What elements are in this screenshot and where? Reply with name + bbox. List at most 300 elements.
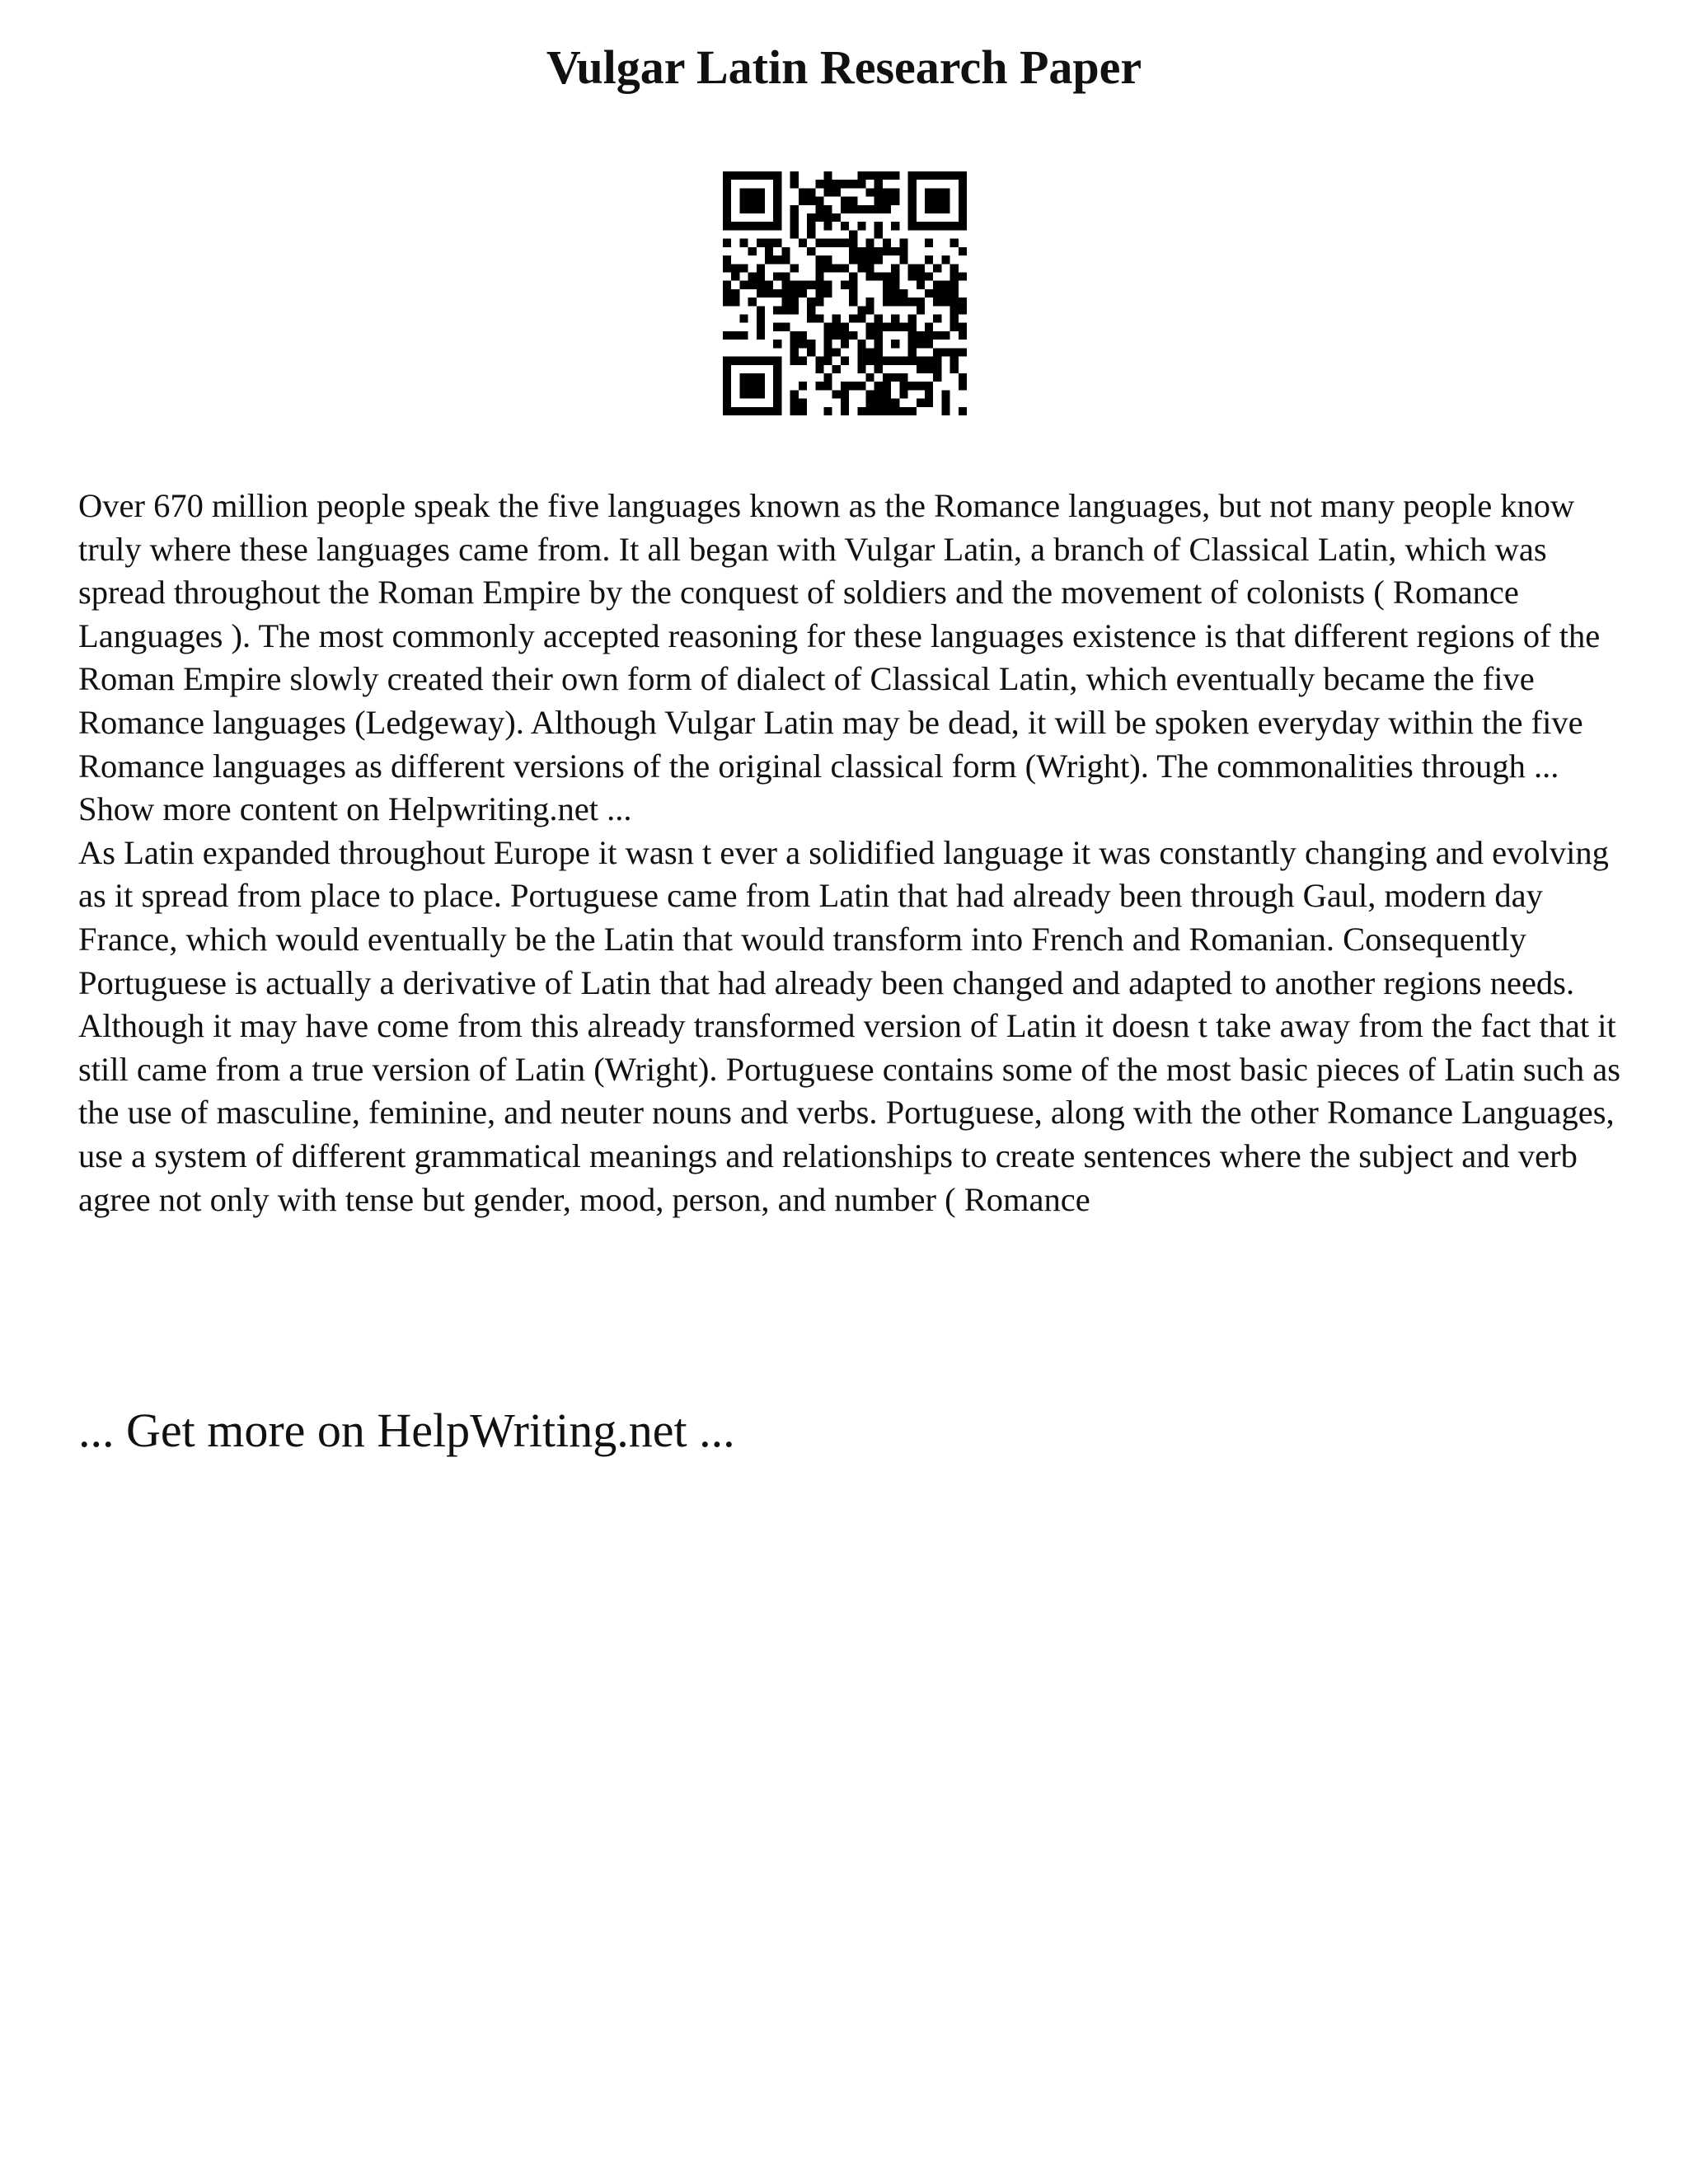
qr-module — [723, 171, 731, 180]
qr-module — [765, 222, 773, 230]
qr-module — [748, 281, 757, 289]
qr-module — [866, 188, 874, 196]
qr-module — [823, 373, 832, 382]
qr-module — [959, 197, 967, 205]
qr-module — [815, 289, 823, 298]
qr-module — [807, 281, 815, 289]
qr-module — [815, 197, 823, 205]
qr-module — [723, 239, 731, 247]
qr-module — [790, 205, 799, 213]
qr-module — [832, 264, 841, 272]
qr-module — [807, 230, 815, 238]
qr-module — [883, 197, 891, 205]
qr-module — [739, 281, 748, 289]
paragraph-1: Over 670 million people speak the five languages known as the Romance languages, but not many people know truly where these languages came from. It all began with Vulgar Latin, a branch of Classical Latin, which was spread throughout the Roman Empire by the conquest of soldiers and the movement of colonists ( Romance Languages ). The most commonly accepted reasoning for these languages existence is that different regions of the Roman Empire slowly created their own form of dialect of Classical Latin, which eventually became the five Romance languages (Ledgeway). Although Vulgar Latin may be dead, it will be spoken everyday within the five Romance languages as different versions of the original classical form (Wright). The commonalities through ... Show more content on Helpwriting.net ... — [78, 487, 1601, 828]
qr-module — [723, 197, 731, 205]
qr-module — [891, 222, 899, 230]
qr-module — [959, 306, 967, 314]
qr-module — [731, 171, 739, 180]
qr-module — [866, 171, 874, 180]
qr-module — [723, 298, 731, 306]
qr-module — [723, 255, 731, 264]
qr-module — [950, 239, 959, 247]
qr-module — [790, 399, 799, 407]
qr-module — [815, 382, 823, 390]
qr-module — [757, 171, 765, 180]
qr-module — [823, 382, 832, 390]
article-body — [78, 485, 1628, 1221]
qr-module — [757, 239, 765, 247]
qr-module — [866, 272, 874, 280]
qr-module — [841, 222, 849, 230]
qr-module — [757, 373, 765, 382]
qr-module — [959, 407, 967, 415]
qr-module — [723, 213, 731, 222]
qr-module — [757, 272, 765, 280]
qr-module — [917, 306, 925, 314]
qr-module — [959, 272, 967, 280]
qr-module — [950, 306, 959, 314]
qr-module — [757, 222, 765, 230]
qr-module — [891, 323, 899, 331]
qr-module — [874, 323, 883, 331]
qr-module — [799, 239, 807, 247]
qr-module — [874, 171, 883, 180]
qr-module — [866, 357, 874, 365]
qr-module — [815, 272, 823, 280]
qr-module — [841, 340, 849, 348]
qr-module — [765, 281, 773, 289]
qr-module — [790, 340, 799, 348]
qr-module — [908, 315, 917, 323]
qr-module — [739, 357, 748, 365]
qr-module — [773, 407, 781, 415]
qr-module — [857, 382, 865, 390]
qr-module — [739, 239, 748, 247]
qr-module — [773, 365, 781, 373]
qr-module — [925, 365, 933, 373]
qr-module — [874, 188, 883, 196]
qr-module — [933, 281, 941, 289]
qr-module — [899, 298, 907, 306]
qr-module — [866, 205, 874, 213]
qr-module — [832, 239, 841, 247]
qr-module — [832, 365, 841, 373]
qr-module — [799, 289, 807, 298]
qr-module — [959, 213, 967, 222]
qr-module — [908, 213, 917, 222]
qr-module — [823, 205, 832, 213]
qr-module — [748, 298, 757, 306]
qr-module — [815, 298, 823, 306]
qr-module — [891, 340, 899, 348]
qr-module — [799, 407, 807, 415]
qr-module — [959, 298, 967, 306]
qr-module — [823, 188, 832, 196]
qr-module — [874, 357, 883, 365]
qr-module — [849, 382, 857, 390]
qr-module — [815, 180, 823, 188]
qr-module — [883, 205, 891, 213]
qr-module — [925, 399, 933, 407]
qr-module — [807, 213, 815, 222]
qr-module — [748, 205, 757, 213]
qr-module — [874, 348, 883, 356]
qr-module — [933, 289, 941, 298]
qr-module — [815, 239, 823, 247]
qr-module — [815, 357, 823, 365]
qr-module — [883, 289, 891, 298]
qr-module — [874, 272, 883, 280]
qr-module — [874, 331, 883, 340]
qr-module — [773, 399, 781, 407]
qr-module — [874, 407, 883, 415]
qr-module — [908, 264, 917, 272]
qr-module — [731, 264, 739, 272]
qr-module — [765, 357, 773, 365]
qr-module — [959, 382, 967, 390]
qr-module — [823, 281, 832, 289]
qr-module — [866, 306, 874, 314]
qr-module — [807, 247, 815, 255]
qr-module — [849, 281, 857, 289]
qr-module — [832, 180, 841, 188]
qr-module — [841, 180, 849, 188]
qr-module — [866, 323, 874, 331]
qr-module — [925, 272, 933, 280]
qr-module — [748, 357, 757, 365]
qr-module — [941, 188, 950, 196]
qr-module — [941, 222, 950, 230]
qr-module — [891, 197, 899, 205]
qr-module — [925, 340, 933, 348]
qr-module — [857, 180, 865, 188]
qr-module — [731, 331, 739, 340]
qr-module — [739, 171, 748, 180]
qr-module — [773, 382, 781, 390]
qr-module — [832, 315, 841, 323]
qr-module — [925, 331, 933, 340]
qr-module — [723, 281, 731, 289]
qr-module — [773, 340, 781, 348]
qr-module — [790, 390, 799, 398]
qr-module — [781, 306, 790, 314]
qr-module — [841, 264, 849, 272]
qr-module — [899, 390, 907, 398]
qr-module — [950, 323, 959, 331]
qr-module — [765, 171, 773, 180]
qr-module — [790, 222, 799, 230]
qr-module — [773, 373, 781, 382]
qr-module — [908, 197, 917, 205]
qr-module — [925, 239, 933, 247]
get-more-link[interactable]: ... Get more on HelpWriting.net ... — [78, 1404, 735, 1457]
qr-module — [917, 281, 925, 289]
qr-module — [723, 390, 731, 398]
qr-module — [891, 399, 899, 407]
qr-module — [917, 382, 925, 390]
qr-module — [823, 171, 832, 180]
qr-module — [799, 340, 807, 348]
qr-module — [891, 247, 899, 255]
qr-module — [857, 365, 865, 373]
qr-module — [748, 382, 757, 390]
qr-module — [899, 373, 907, 382]
qr-module — [899, 323, 907, 331]
qr-module — [891, 171, 899, 180]
qr-module — [950, 264, 959, 272]
qr-module — [723, 331, 731, 340]
qr-module — [723, 407, 731, 415]
qr-module — [748, 390, 757, 398]
qr-module — [832, 188, 841, 196]
qr-module — [757, 306, 765, 314]
qr-module — [815, 365, 823, 373]
qr-module — [832, 213, 841, 222]
qr-module — [807, 306, 815, 314]
qr-module — [874, 230, 883, 238]
qr-module — [874, 340, 883, 348]
qr-module — [781, 289, 790, 298]
paragraph-2: As Latin expanded throughout Europe it wasn t ever a solidified language it was constantly changing and evolving as it spread from place to place. Portuguese came from Latin that had already been through Gaul, modern day France, which would eventually be the Latin that would transform into French and Romanian. Consequently Portuguese is actually a derivative of Latin that had already been changed and adapted to another regions needs. Although it may have come from this already transformed version of Latin it doesn t take away from the fact that it still came from a true version of Latin (Wright). Portuguese contains some of the most basic pieces of Latin such as the use of masculine, feminine, and neuter nouns and verbs. Portuguese, along with the other Romance Languages, use a system of different grammatical meanings and relationships to create sentences where the subject and verb agree not only with tense but gender, mood, person, and number ( Romance — [78, 833, 1620, 1218]
qr-module — [748, 247, 757, 255]
qr-module — [790, 213, 799, 222]
qr-module — [832, 390, 841, 398]
qr-module — [849, 315, 857, 323]
qr-module — [799, 382, 807, 390]
qr-module — [832, 331, 841, 340]
qr-module — [925, 197, 933, 205]
qr-module — [748, 197, 757, 205]
qr-module — [841, 357, 849, 365]
qr-module — [773, 289, 781, 298]
qr-module — [883, 323, 891, 331]
qr-module — [950, 222, 959, 230]
qr-module — [857, 222, 865, 230]
qr-module — [739, 315, 748, 323]
qr-module — [959, 331, 967, 340]
qr-module — [790, 171, 799, 180]
qr-module — [841, 390, 849, 398]
qr-module — [874, 255, 883, 264]
qr-module — [908, 272, 917, 280]
qr-module — [823, 323, 832, 331]
qr-module — [739, 188, 748, 196]
qr-module — [941, 197, 950, 205]
qr-module — [908, 323, 917, 331]
qr-module — [933, 331, 941, 340]
qr-module — [857, 171, 865, 180]
page-title: Vulgar Latin Research Paper — [546, 40, 1142, 94]
qr-module — [849, 255, 857, 264]
qr-module — [815, 213, 823, 222]
qr-module — [908, 171, 917, 180]
qr-module — [773, 205, 781, 213]
qr-module — [757, 390, 765, 398]
qr-module — [866, 298, 874, 306]
qr-module — [891, 373, 899, 382]
qr-module — [866, 407, 874, 415]
qr-module — [765, 239, 773, 247]
qr-module — [917, 171, 925, 180]
qr-module — [841, 239, 849, 247]
qr-module — [908, 188, 917, 196]
qr-module — [899, 255, 907, 264]
qr-module — [815, 255, 823, 264]
qr-module — [883, 382, 891, 390]
qr-module — [781, 272, 790, 280]
qr-code — [723, 171, 967, 415]
qr-module — [941, 331, 950, 340]
qr-module — [757, 264, 765, 272]
qr-module — [790, 298, 799, 306]
qr-module — [739, 373, 748, 382]
qr-module — [950, 289, 959, 298]
qr-module — [925, 289, 933, 298]
qr-module — [799, 357, 807, 365]
qr-module — [773, 306, 781, 314]
qr-module — [874, 197, 883, 205]
qr-module — [823, 340, 832, 348]
qr-module — [731, 407, 739, 415]
qr-module — [723, 382, 731, 390]
qr-module — [723, 399, 731, 407]
qr-module — [933, 205, 941, 213]
qr-module — [757, 205, 765, 213]
qr-module — [874, 315, 883, 323]
qr-module — [849, 331, 857, 340]
qr-module — [950, 298, 959, 306]
qr-module — [857, 205, 865, 213]
qr-module — [849, 247, 857, 255]
qr-module — [925, 255, 933, 264]
qr-module — [757, 357, 765, 365]
qr-module — [790, 348, 799, 356]
qr-module — [773, 213, 781, 222]
qr-module — [765, 289, 773, 298]
qr-module — [823, 357, 832, 365]
qr-module — [950, 365, 959, 373]
qr-module — [874, 365, 883, 373]
qr-module — [866, 264, 874, 272]
qr-module — [925, 205, 933, 213]
qr-module — [933, 264, 941, 272]
qr-module — [891, 264, 899, 272]
qr-module — [959, 180, 967, 188]
qr-module — [781, 298, 790, 306]
qr-module — [807, 188, 815, 196]
qr-module — [790, 289, 799, 298]
qr-module — [807, 197, 815, 205]
qr-module — [941, 348, 950, 356]
qr-module — [773, 239, 781, 247]
qr-module — [790, 331, 799, 340]
qr-module — [959, 247, 967, 255]
qr-module — [748, 188, 757, 196]
qr-module — [739, 205, 748, 213]
qr-module — [832, 348, 841, 356]
qr-module — [799, 331, 807, 340]
qr-module — [857, 255, 865, 264]
qr-module — [849, 289, 857, 298]
qr-module — [941, 171, 950, 180]
qr-module — [925, 171, 933, 180]
qr-module — [908, 331, 917, 340]
qr-module — [933, 188, 941, 196]
qr-module — [866, 399, 874, 407]
qr-module — [739, 407, 748, 415]
qr-module — [739, 222, 748, 230]
qr-module — [815, 205, 823, 213]
qr-module — [883, 281, 891, 289]
qr-module — [731, 289, 739, 298]
qr-module — [959, 373, 967, 382]
qr-module — [757, 407, 765, 415]
qr-module — [841, 407, 849, 415]
qr-module — [790, 230, 799, 238]
qr-module — [917, 272, 925, 280]
qr-module — [748, 171, 757, 180]
qr-module — [883, 239, 891, 247]
qr-module — [799, 188, 807, 196]
qr-module — [857, 407, 865, 415]
qr-module — [883, 247, 891, 255]
qr-module — [757, 315, 765, 323]
qr-module — [790, 264, 799, 272]
qr-module — [832, 323, 841, 331]
qr-module — [773, 323, 781, 331]
qr-module — [908, 348, 917, 356]
qr-module — [899, 357, 907, 365]
qr-module — [917, 264, 925, 272]
qr-module — [874, 180, 883, 188]
qr-module — [933, 171, 941, 180]
qr-module — [959, 323, 967, 331]
qr-module — [841, 197, 849, 205]
qr-module — [959, 348, 967, 356]
qr-module — [857, 340, 865, 348]
qr-module — [941, 399, 950, 407]
qr-module — [959, 188, 967, 196]
qr-module — [899, 407, 907, 415]
qr-module — [841, 205, 849, 213]
qr-module — [765, 247, 773, 255]
qr-module — [883, 357, 891, 365]
qr-module — [823, 255, 832, 264]
qr-module — [933, 373, 941, 382]
qr-module — [857, 357, 865, 365]
qr-module — [849, 197, 857, 205]
qr-module — [891, 315, 899, 323]
qr-module — [908, 205, 917, 213]
qr-module — [757, 331, 765, 340]
qr-module — [950, 272, 959, 280]
qr-module — [723, 289, 731, 298]
qr-module — [765, 407, 773, 415]
qr-module — [757, 289, 765, 298]
qr-module — [799, 197, 807, 205]
qr-module — [757, 323, 765, 331]
qr-module — [849, 272, 857, 280]
qr-module — [731, 222, 739, 230]
qr-module — [723, 264, 731, 272]
qr-module — [899, 289, 907, 298]
qr-module — [857, 306, 865, 314]
qr-module — [790, 407, 799, 415]
qr-module — [757, 382, 765, 390]
qr-module — [925, 188, 933, 196]
qr-module — [823, 222, 832, 230]
